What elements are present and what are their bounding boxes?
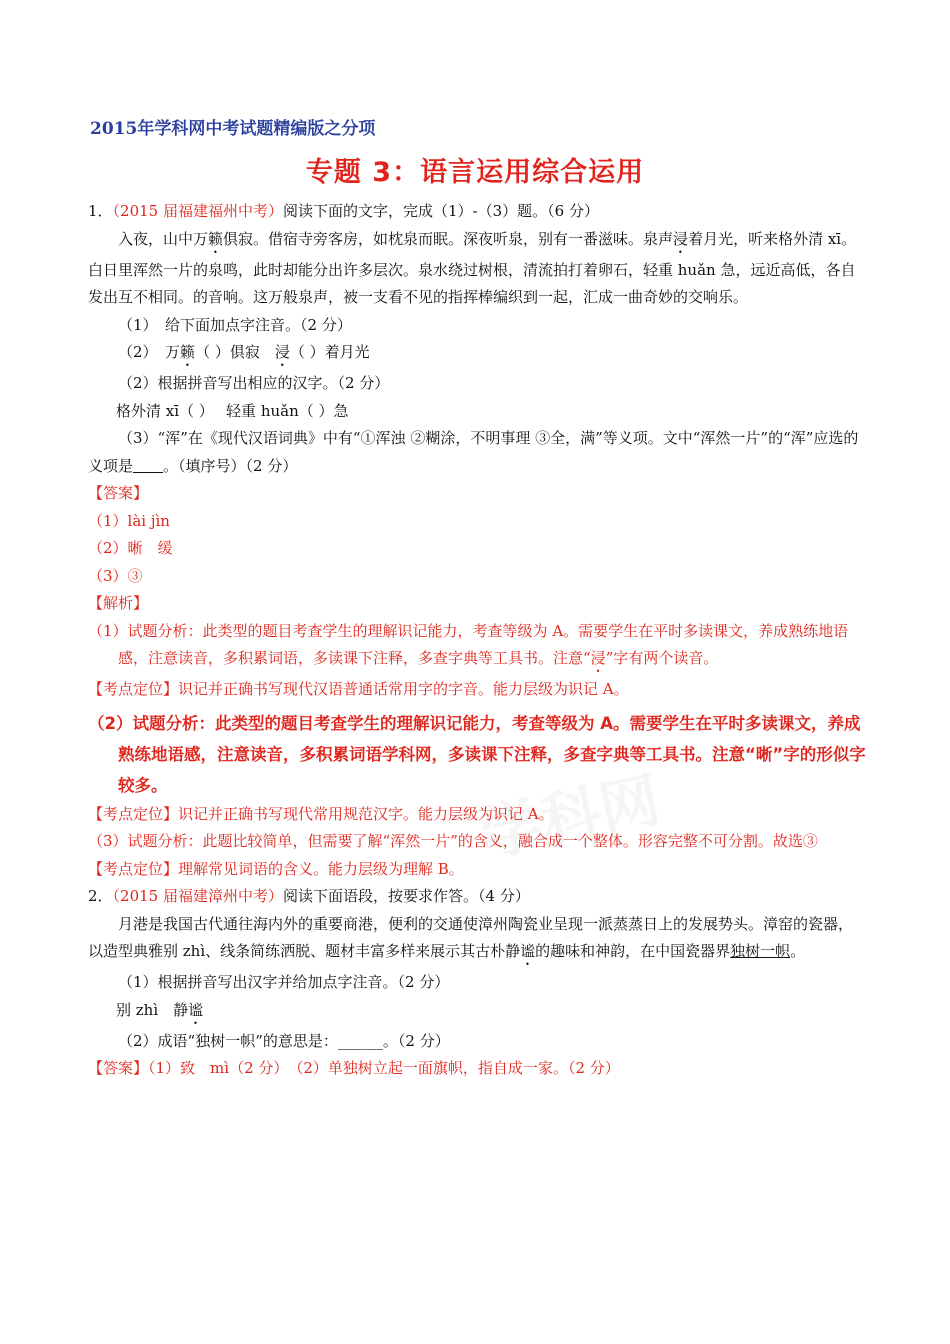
dotted-char: 浸 (590, 649, 606, 667)
q1-number: 1． (88, 202, 113, 220)
item-text: 。（填序号）（2 分） (163, 456, 298, 475)
point-label: 【考点定位】 (88, 804, 179, 823)
q1-analysis-2: （2）试题分析：此类型的题目考查学生的理解识记能力，考查等级为 A。需要学生在平时多读课文，养成熟练地语感，注意读音，多积累词语学科网，多读课下注释，多查字典等工具书。注意“晰”字的形似字较多。 (88, 713, 866, 795)
analysis-text: ”字有两个读音。 (605, 649, 719, 667)
item-text: （3）“浑”在《现代汉语词典》中有“①浑浊 ②糊涂，不明事理 ③全，满”等义项。文中“浑然一片”的“浑”应选的义项是 (88, 429, 859, 475)
q2-sub1: （1）根据拼音写出汉字并给加点字注音。（2 分） (118, 973, 450, 991)
q1-point-2 (88, 801, 866, 829)
q1-passage (88, 226, 866, 312)
answer-label: 【答案】 (88, 1059, 149, 1077)
dotted-char: 浸 (274, 343, 290, 361)
q1-sub1: （1） 给下面加点字注音。（2 分） (118, 315, 352, 334)
q2-stem (88, 883, 866, 911)
document-header: 2015年学科网中考试题精编版之分项 (90, 119, 376, 139)
dotted-char: 籁 (208, 229, 224, 248)
dotted-char: 籁 (180, 343, 196, 361)
topic-title: 专题 3：语言运用综合运用 (305, 157, 645, 188)
q1-sub2-items: 格外清 xī（ ） 轻重 huǎn（ ）急 (116, 401, 349, 420)
point-text: 理解常见词语的含义。能力层级为理解 B。 (178, 859, 464, 878)
q1-sub1-items (88, 339, 866, 370)
underlined-idiom: 独树一帜 (730, 942, 791, 960)
content-body (88, 198, 866, 1083)
q1-answer-3: （3）③ (88, 566, 143, 585)
q2-number: 2． (88, 887, 113, 905)
q1-sub2: （2）根据拼音写出相应的汉字。（2 分） (118, 374, 390, 392)
item-text: （ ）着月光 (289, 343, 370, 361)
point-label: 【考点定位】 (88, 680, 179, 698)
passage-text: 着月光，听来格外清 xī。白日里浑然一片的泉鸣，此时却能分出许多层次。泉水绕过树根，清流拍打着卵石，轻重 huǎn 急，远近高低，各自发出互不相同。的音响。这万般泉声，被一支看不见的指挥棒编织到一起，汇成一曲奇妙的交响乐。 (88, 229, 857, 306)
q1-analysis-label: 【解析】 (88, 594, 149, 612)
q1-answer-1: （1）lài jìn (88, 511, 170, 530)
q1-stem (88, 198, 866, 226)
dotted-char: 谧 (520, 942, 536, 960)
q2-answer (88, 1055, 866, 1083)
q2-sub2: （2）成语“独树一帜”的意思是：______。（2 分） (118, 1031, 450, 1050)
item-text: （ ）俱寂 (195, 343, 275, 361)
point-text: 识记并正确书写现代汉语普通话常用字的字音。能力层级为识记 A。 (178, 680, 629, 698)
q1-point-3 (88, 856, 866, 884)
passage-text: 。 (790, 942, 806, 960)
q2-stem-text: 阅读下面语段，按要求作答。（4 分） (283, 887, 530, 905)
passage-text: 俱寂。借宿寺旁客房，如枕泉而眠。深夜听泉，别有一番滋味。泉声 (223, 229, 674, 248)
q1-point-1 (88, 676, 866, 704)
q1-stem-text: 阅读下面的文字，完成（1）-（3）题。（6 分） (283, 202, 599, 220)
item-text: 别 zhì 静 (116, 1000, 189, 1019)
passage-text: 月港是我国古代通往海内外的重要商港，便利的交通使漳州陶瓷业呈现一派蒸蒸日上的发展势头。漳窑的瓷器，以造型典雅别 zhì、线条简练洒脱、题材丰富多样来展示其古朴静 (88, 914, 854, 960)
q1-sub3 (88, 425, 866, 480)
point-text: 识记并正确书写现代常用规范汉字。能力层级为识记 A。 (178, 804, 554, 823)
dotted-char: 浸 (673, 229, 689, 248)
q2-sub1-items (88, 997, 866, 1028)
item-text: （2） 万 (118, 343, 181, 361)
q2-source: （2015 届福建漳州中考） (112, 887, 283, 905)
q1-analysis-1 (88, 618, 866, 677)
q2-passage (88, 911, 866, 970)
answer-blank (133, 457, 163, 475)
answer-text: （1）致 mì（2 分） （2）单独树立起一面旗帜，指自成一家。（2 分） (148, 1059, 620, 1077)
dotted-char: 谧 (188, 1000, 204, 1019)
point-label: 【考点定位】 (88, 859, 179, 878)
passage-text: 的趣味和神韵，在中国瓷器界 (535, 942, 731, 960)
q1-analysis-3: （3）试题分析：此题比较简单，但需要了解“浑然一片”的含义，融合成一个整体。形容完整不可分割。故选③ (88, 832, 818, 850)
passage-text: 入夜，山中万 (118, 229, 209, 248)
q1-source: （2015 届福建福州中考） (112, 202, 283, 220)
analysis-text: （1）试题分析：此类型的题目考查学生的理解识记能力，考查等级为 A。需要学生在平时多读课文，养成熟练地语感，注意读音，多积累词语，多读课下注释，多查字典等工具书。注意“ (88, 621, 849, 667)
q1-answer-label: 【答案】 (88, 484, 149, 502)
q1-answer-2: （2）晰 缓 (88, 539, 173, 557)
